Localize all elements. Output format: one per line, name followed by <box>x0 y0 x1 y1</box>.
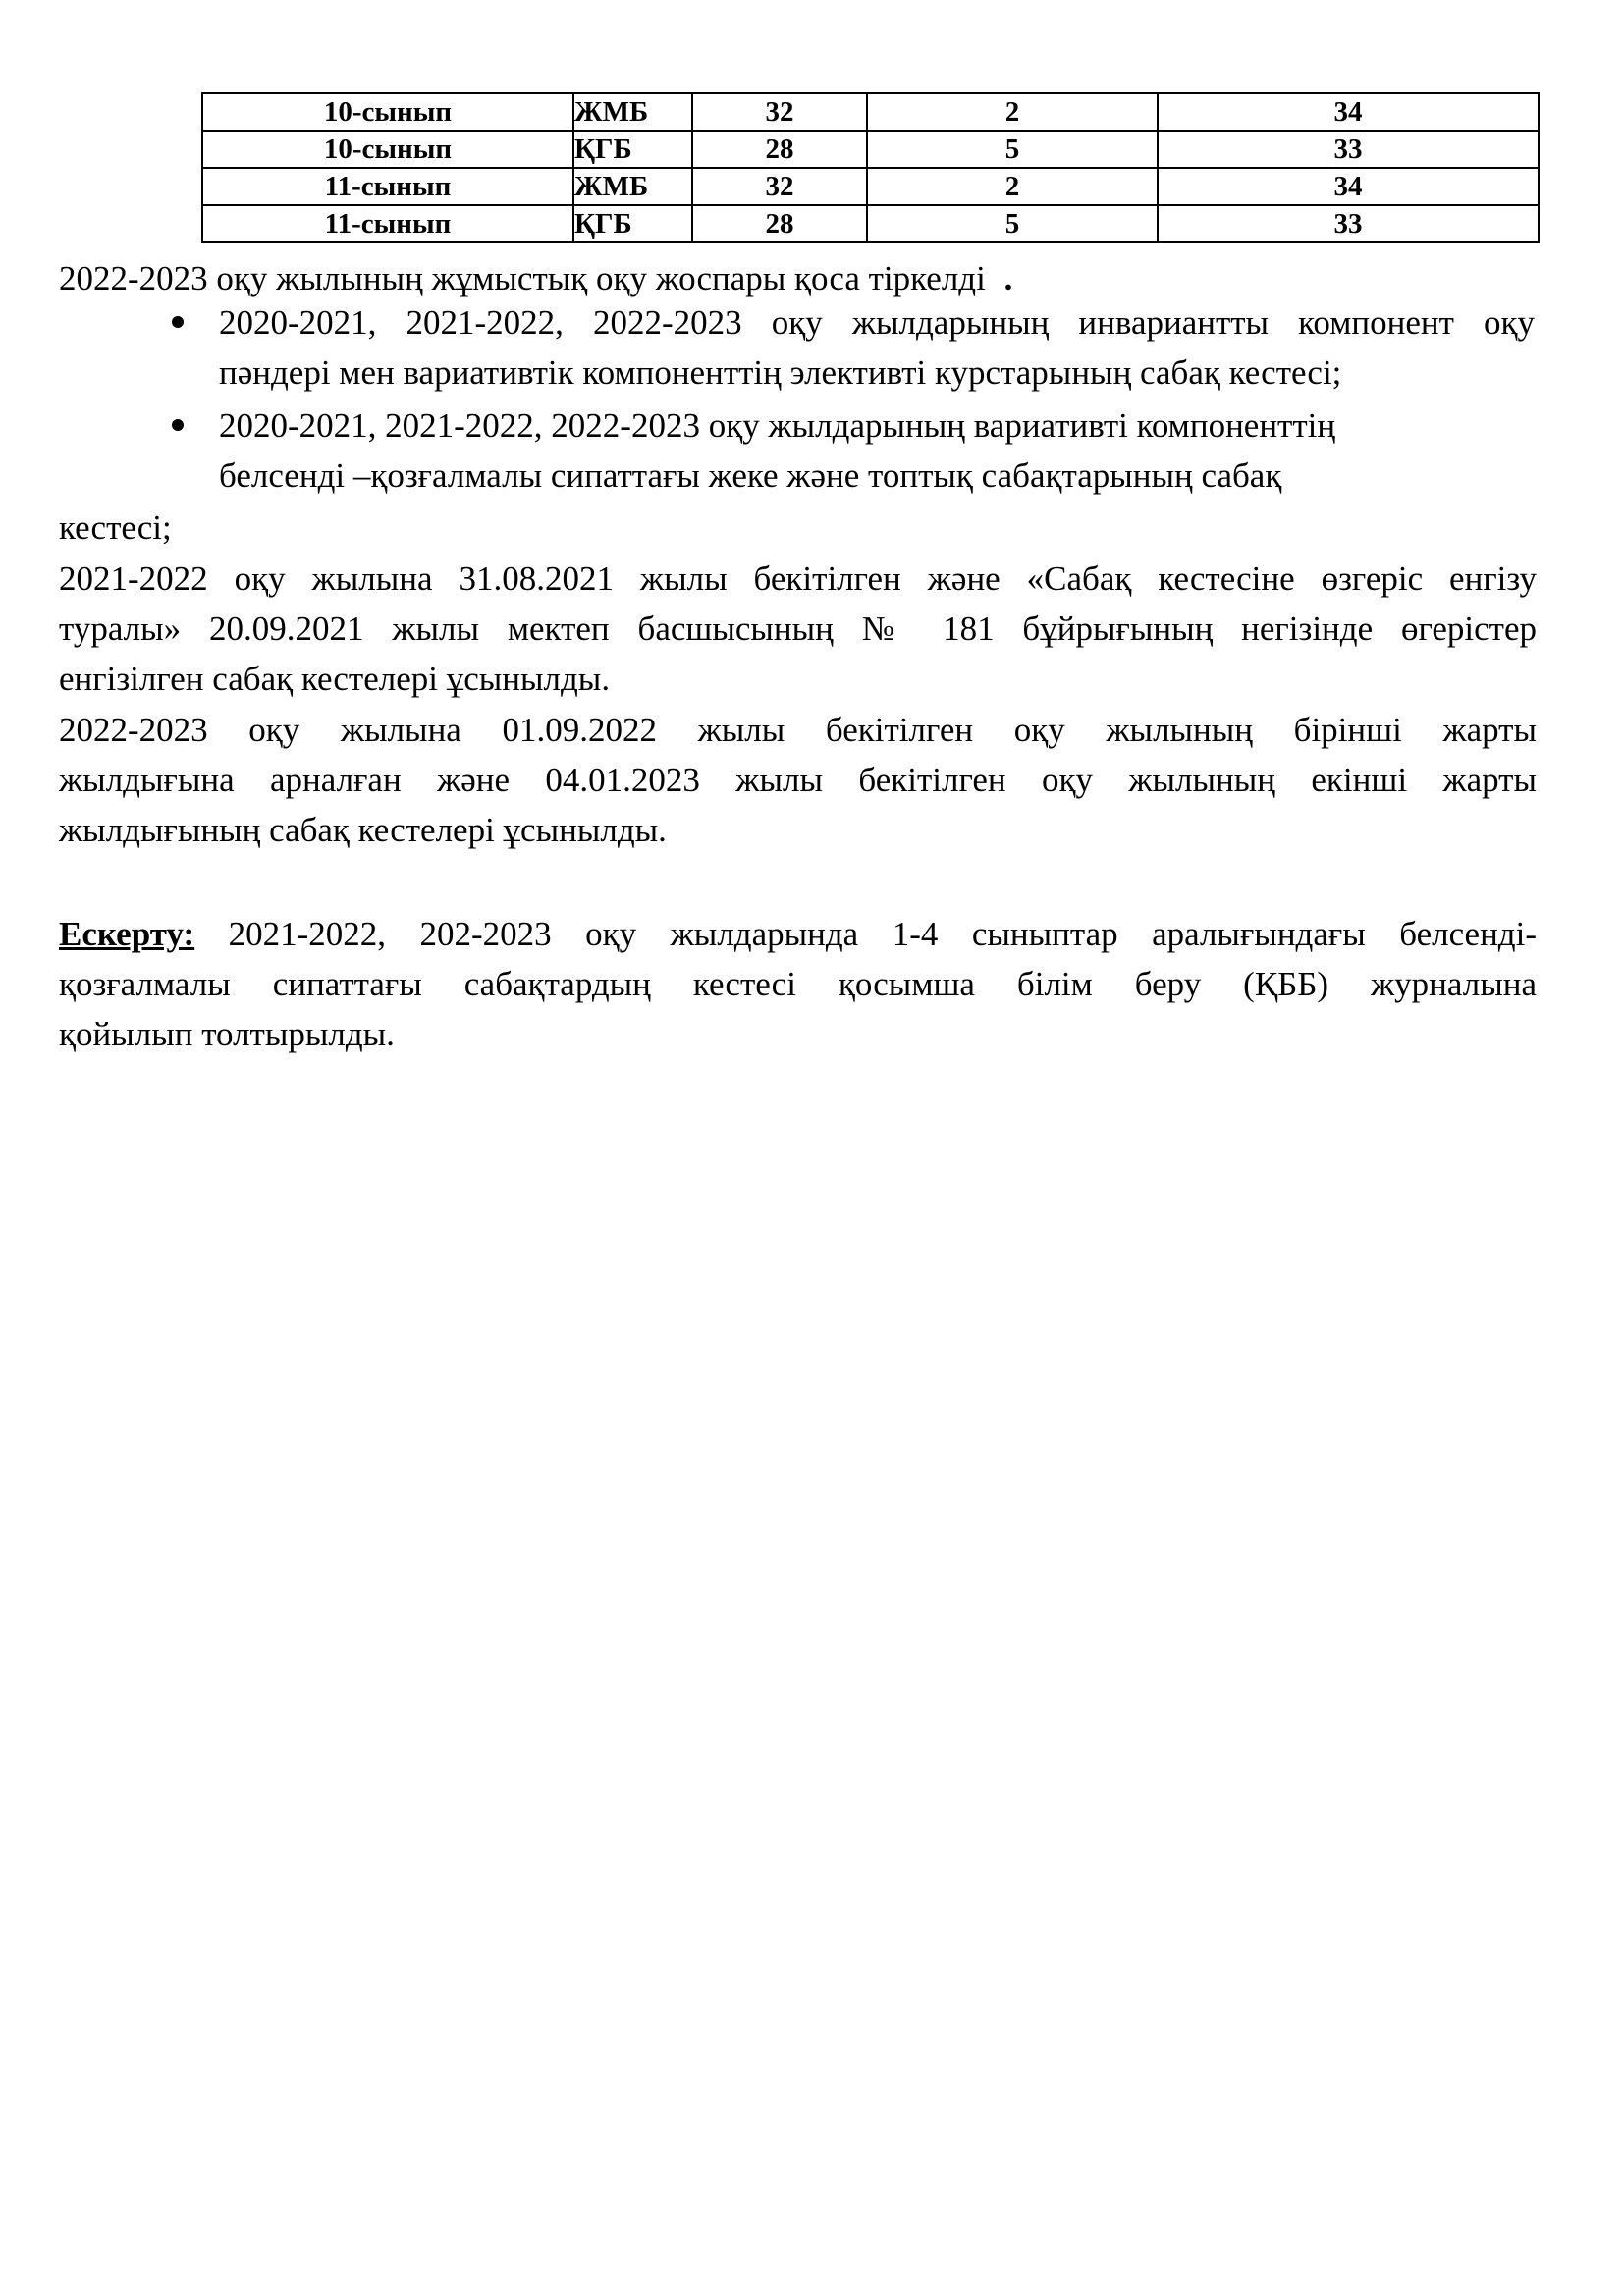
intro-period: . <box>1003 259 1013 297</box>
table-cell-value: 28 <box>692 205 867 242</box>
table-cell-class: 11-сынып <box>202 168 573 205</box>
note-text-1: 2021-2022, 202-2023 оқу жылдарында 1-4 сыныптар аралығындағы белсенді- <box>228 915 1537 953</box>
bullet-icon <box>172 316 184 328</box>
table-row <box>202 168 1539 205</box>
bullet-2-line-2: белсенді –қозғалмалы сипаттағы жеке және топтық сабақтарының сабақ <box>219 456 1282 495</box>
paragraph-1-line-1: 2021-2022 оқу жылына 31.08.2021 жылы бекітілген және «Сабақ кестесіне өзгеріс енгізу <box>59 560 1537 598</box>
intro-paragraph <box>59 259 1012 298</box>
table-cell-value: 2 <box>867 168 1158 205</box>
bullet-1-line-2: пәндері мен вариативтік компоненттің элективті курстарының сабақ кестесі; <box>219 353 1342 392</box>
table-row <box>202 131 1539 168</box>
note-line-3: қойылып толтырылды. <box>59 1015 395 1053</box>
paragraph-1-line-2: туралы» 20.09.2021 жылы мектеп басшысының № 181 бұйрығының негізінде өгерістер <box>59 610 1537 648</box>
table-cell-profile: ҚГБ <box>573 131 692 168</box>
paragraph-2-line-3: жылдығының сабақ кестелері ұсынылды. <box>59 811 667 849</box>
bullet-2-line-1: 2020-2021, 2021-2022, 2022-2023 оқу жылдарының вариативті компоненттің <box>219 406 1336 445</box>
table-cell-profile: ЖМБ <box>573 168 692 205</box>
paragraph-2-line-2: жылдығына арналған және 04.01.2023 жылы бекітілген оқу жылының екінші жарты <box>59 761 1537 799</box>
table-cell-value: 5 <box>867 205 1158 242</box>
note-line-2: қозғалмалы сипаттағы сабақтардың кестесі қосымша білім беру (ҚББ) журналына <box>59 965 1537 1003</box>
bullet-1-line-1: 2020-2021, 2021-2022, 2022-2023 оқу жылдарының инвариантты компонент оқу <box>219 303 1535 342</box>
paragraph-2-line-1: 2022-2023 оқу жылына 01.09.2022 жылы бекітілген оқу жылының бірінші жарты <box>59 711 1537 749</box>
table-cell-profile: ҚГБ <box>573 205 692 242</box>
table-cell-total: 33 <box>1158 205 1539 242</box>
curriculum-table <box>201 92 1540 243</box>
bullet-2-line-3: кестесі; <box>59 508 172 547</box>
table-cell-total: 33 <box>1158 131 1539 168</box>
paragraph-1-line-3: енгізілген сабақ кестелері ұсынылды. <box>59 660 611 698</box>
intro-text: 2022-2023 оқу жылының жұмыстық оқу жоспары қоса тіркелді <box>59 259 986 297</box>
table-cell-class: 11-сынып <box>202 205 573 242</box>
table-cell-class: 10-сынып <box>202 93 573 131</box>
table-cell-total: 34 <box>1158 93 1539 131</box>
note-label: Ескерту: <box>59 915 195 953</box>
note-line-1 <box>59 915 1537 954</box>
table-cell-value: 32 <box>692 168 867 205</box>
bullet-icon <box>172 419 184 431</box>
table-cell-class: 10-сынып <box>202 131 573 168</box>
table-row <box>202 205 1539 242</box>
table-cell-total: 34 <box>1158 168 1539 205</box>
table-cell-value: 5 <box>867 131 1158 168</box>
table-cell-profile: ЖМБ <box>573 93 692 131</box>
table-cell-value: 2 <box>867 93 1158 131</box>
table-cell-value: 28 <box>692 131 867 168</box>
table-row <box>202 93 1539 131</box>
table-cell-value: 32 <box>692 93 867 131</box>
